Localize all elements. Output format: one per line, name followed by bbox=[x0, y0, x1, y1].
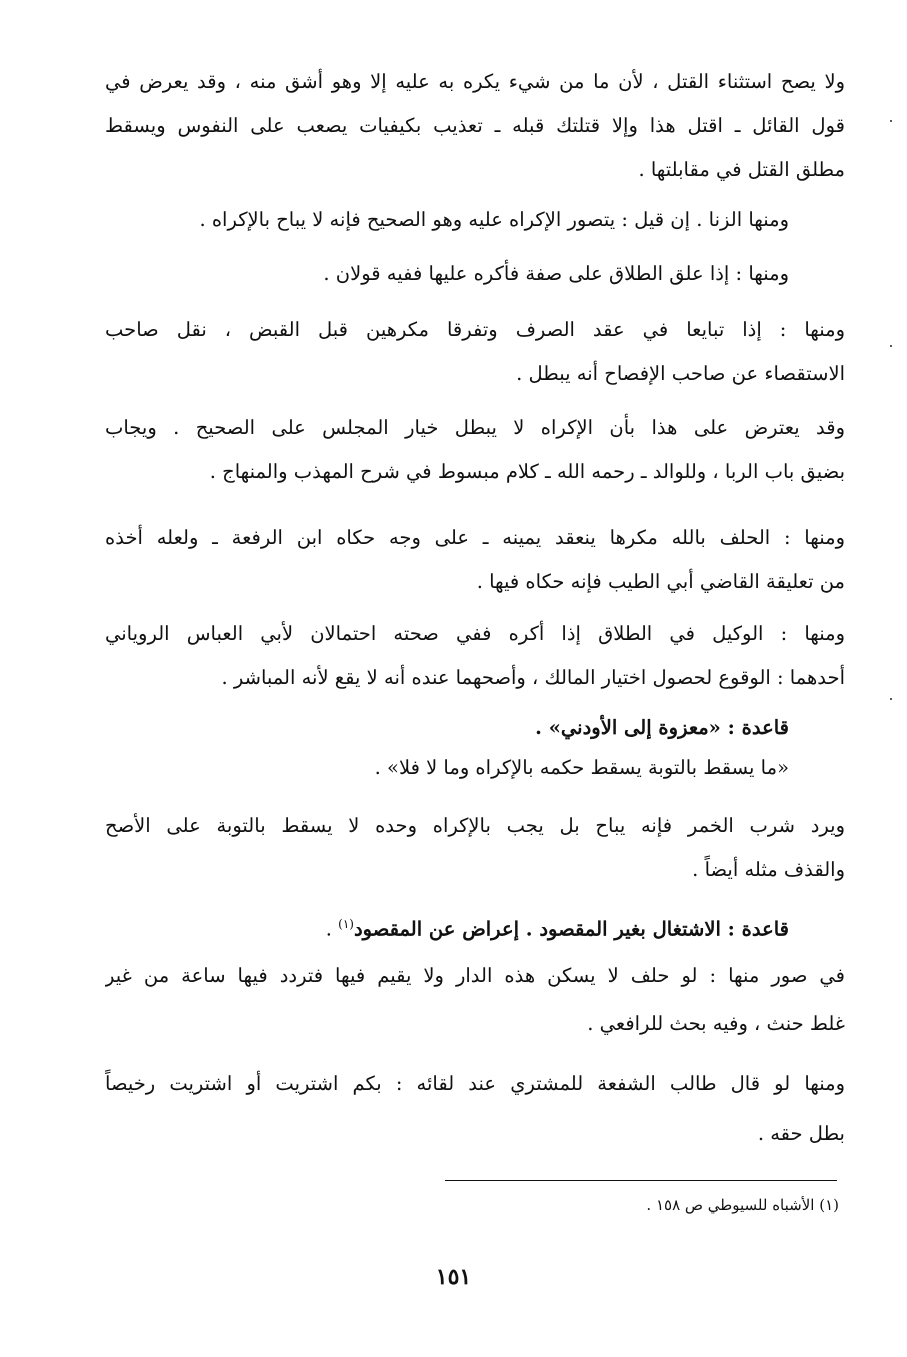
text-line-11: من تعليقة القاضي أبي الطيب فإنه حكاه فيها . bbox=[476, 570, 845, 593]
text-line-5: ومنها : إذا علق الطلاق على صفة فأكره عليها ففيه قولان . bbox=[323, 262, 789, 285]
text-line-22: بطل حقه . bbox=[757, 1122, 845, 1145]
text-line-19: في صور منها : لو حلف لا يسكن هذه الدار ولا يقيم فيها فتردد فيها ساعة من غير bbox=[105, 964, 845, 987]
text-line-13: أحدهما : الوقوع لحصول اختيار المالك ، وأصحهما عنده أنه لا يقع لأنه المباشر . bbox=[221, 666, 845, 689]
text-line-9: بضيق باب الربا ، وللوالد ـ رحمه الله ـ كلام مبسوط في شرح المهذب والمنهاج . bbox=[209, 460, 845, 483]
text-line-8: وقد يعترض على هذا بأن الإكراه لا يبطل خيار المجلس على الصحيح . ويجاب bbox=[105, 416, 845, 439]
text-line-2: قول القائل ـ اقتل هذا وإلا قتلتك قبله ـ تعذيب بكيفيات يصعب على النفوس ويسقط bbox=[105, 114, 845, 137]
rule-statement-1: «ما يسقط بالتوبة يسقط حكمه بالإكراه وما لا فلا» . bbox=[374, 756, 789, 779]
text-line-4: ومنها الزنا . إن قيل : يتصور الإكراه عليه وهو الصحيح فإنه لا يباح بالإكراه . bbox=[199, 208, 789, 231]
text-line-21: ومنها لو قال طالب الشفعة للمشتري عند لقائه : بكم اشتريت أو اشتريت رخيصاً bbox=[105, 1072, 845, 1095]
scan-speck bbox=[890, 698, 892, 700]
footnote-text: (١) الأشباه للسيوطي ص ١٥٨ . bbox=[646, 1196, 839, 1214]
text-line-16: ويرد شرب الخمر فإنه يباح بل يجب بالإكراه وحده لا يسقط بالتوبة على الأصح bbox=[105, 814, 845, 837]
text-line-17: والقذف مثله أيضاً . bbox=[692, 858, 845, 881]
text-line-10: ومنها : الحلف بالله مكرها ينعقد يمينه ـ على وجه حكاه ابن الرفعة ـ ولعله أخذه bbox=[105, 526, 845, 549]
text-line-6: ومنها : إذا تبايعا في عقد الصرف وتفرقا مكرهين قبل القبض ، نقل صاحب bbox=[105, 318, 845, 341]
text-line-12: ومنها : الوكيل في الطلاق إذا أكره ففي صحته احتمالان لأبي العباس الروياني bbox=[105, 622, 845, 645]
page-number: ١٥١ bbox=[435, 1264, 472, 1290]
text-line-1: ولا يصح استثناء القتل ، لأن ما من شيء يكره به عليه إلا وهو أشق منه ، وقد يعرض في bbox=[105, 70, 845, 93]
footnote-marker: (١) bbox=[338, 917, 354, 931]
text-line-7: الاستقصاء عن صاحب الإفصاح أنه يبطل . bbox=[516, 362, 845, 385]
text-line-3: مطلق القتل في مقابلتها . bbox=[638, 158, 845, 181]
text-line-20: غلط حنث ، وفيه بحث للرافعي . bbox=[587, 1012, 845, 1035]
rule-heading-2: قاعدة : الاشتغال بغير المقصود . إعراض عن المقصود$^{(١)}$ . bbox=[325, 917, 789, 941]
scan-speck bbox=[890, 120, 892, 122]
scan-speck bbox=[890, 345, 892, 347]
footnote-separator bbox=[445, 1180, 837, 1181]
rule-heading-2-text: قاعدة : الاشتغال بغير المقصود . إعراض عن المقصود bbox=[353, 917, 789, 941]
rule-heading-1: قاعدة : «معزوة إلى الأودني» . bbox=[535, 716, 789, 739]
